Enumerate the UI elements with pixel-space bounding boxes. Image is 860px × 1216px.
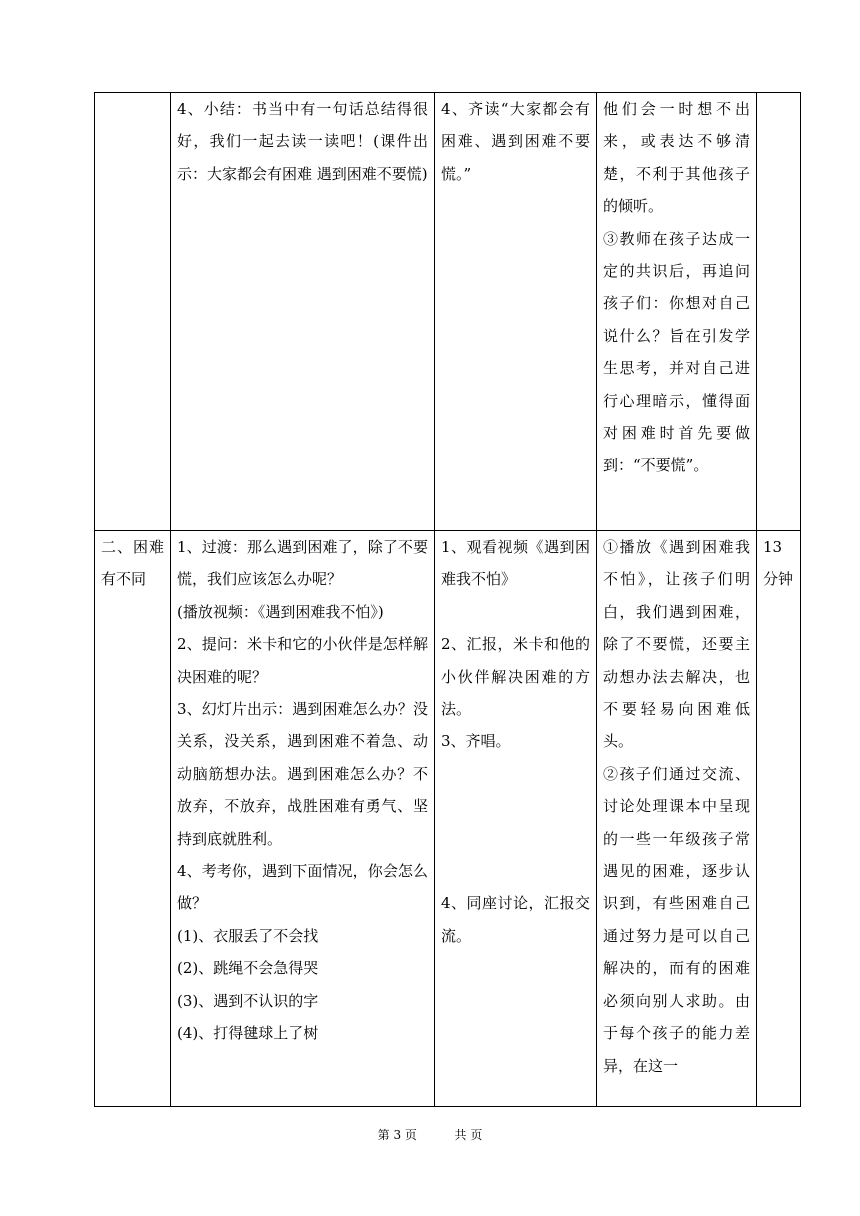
- paragraph: 3、幻灯片出示：遇到困难怎么办？没关系，没关系，遇到困难不着急、动动脑筋想办法。遇到困难怎么办？不放弃，不放弃，战胜困难有勇气、坚持到底就胜利。: [177, 700, 428, 848]
- table-row: [95, 531, 801, 1107]
- paragraph: 3、齐唱。: [441, 732, 511, 751]
- paragraph: 他们会一时想不出来，或表达不够清楚，不利于其他孩子的倾听。: [603, 100, 750, 216]
- teacher-activity-cell: [171, 531, 435, 1107]
- paragraph: 1、观看视频《遇到困难我不怕》: [441, 538, 590, 589]
- page-number: 第 3 页: [377, 1128, 417, 1142]
- page-footer: [0, 1126, 860, 1143]
- paragraph: ①播放《遇到困难我不怕》，让孩子们明白，我们遇到困难，除了不要慌，还要主动想办法去解决，也不要轻易向困难低头。: [603, 538, 750, 751]
- design-intent-cell: [597, 531, 757, 1107]
- stage-cell: 二、困难有不同: [95, 531, 171, 1107]
- student-activity-cell: [435, 93, 597, 531]
- paragraph: ③教师在孩子达成一定的共识后，再追问孩子们：你想对自己说什么？旨在引发学生思考，并对自己进行心理暗示，懂得面对困难时首先要做到：“不要慌”。: [603, 229, 750, 475]
- stage-cell: [95, 93, 171, 531]
- design-intent-cell: [597, 93, 757, 531]
- page-total: 共 页: [454, 1128, 483, 1142]
- paragraph: (3)、遇到不认识的字: [177, 991, 319, 1010]
- paragraph: 4、考考你，遇到下面情况，你会怎么做？: [177, 862, 428, 913]
- time-cell: [757, 93, 801, 531]
- teacher-activity-cell: [171, 93, 435, 531]
- table-row: [95, 93, 801, 531]
- paragraph: (1)、衣服丢了不会找: [177, 926, 319, 945]
- time-cell: 13分钟: [757, 531, 801, 1107]
- spacer: [441, 758, 590, 790]
- lesson-plan-table: [94, 92, 801, 1107]
- paragraph: (2)、跳绳不会急得哭: [177, 959, 319, 978]
- paragraph: 4、齐读“大家都会有困难、遇到困难不要慌。”: [441, 100, 590, 183]
- student-activity-cell: [435, 531, 597, 1107]
- spacer: [441, 790, 590, 822]
- paragraph: 1、过渡：那么遇到困难了，除了不要慌，我们应该怎么办呢？: [177, 538, 428, 589]
- spacer: [441, 855, 590, 887]
- paragraph: (4)、打得毽球上了树: [177, 1024, 319, 1043]
- paragraph: 2、汇报，米卡和他的小伙伴解决困难的方法。: [441, 635, 590, 719]
- paragraph: (播放视频：《遇到困难我不怕》): [177, 602, 384, 621]
- paragraph: ②孩子们通过交流、讨论处理课本中呈现的一些一年级孩子常遇见的困难，逐步认识到，有些困难自己通过努力是可以自己解决的，而有的困难必须向别人求助。由于每个孩子的能力差异，在这一: [603, 764, 750, 1075]
- spacer: [441, 596, 590, 628]
- spacer: [441, 823, 590, 855]
- paragraph: 4、小结：书当中有一句话总结得很好，我们一起去读一读吧！(课件出示：大家都会有困难 遇到困难不要慌): [177, 100, 428, 183]
- paragraph: 2、提问：米卡和它的小伙伴是怎样解决困难的呢？: [177, 635, 428, 686]
- paragraph: 4、同座讨论，汇报交流。: [441, 894, 590, 945]
